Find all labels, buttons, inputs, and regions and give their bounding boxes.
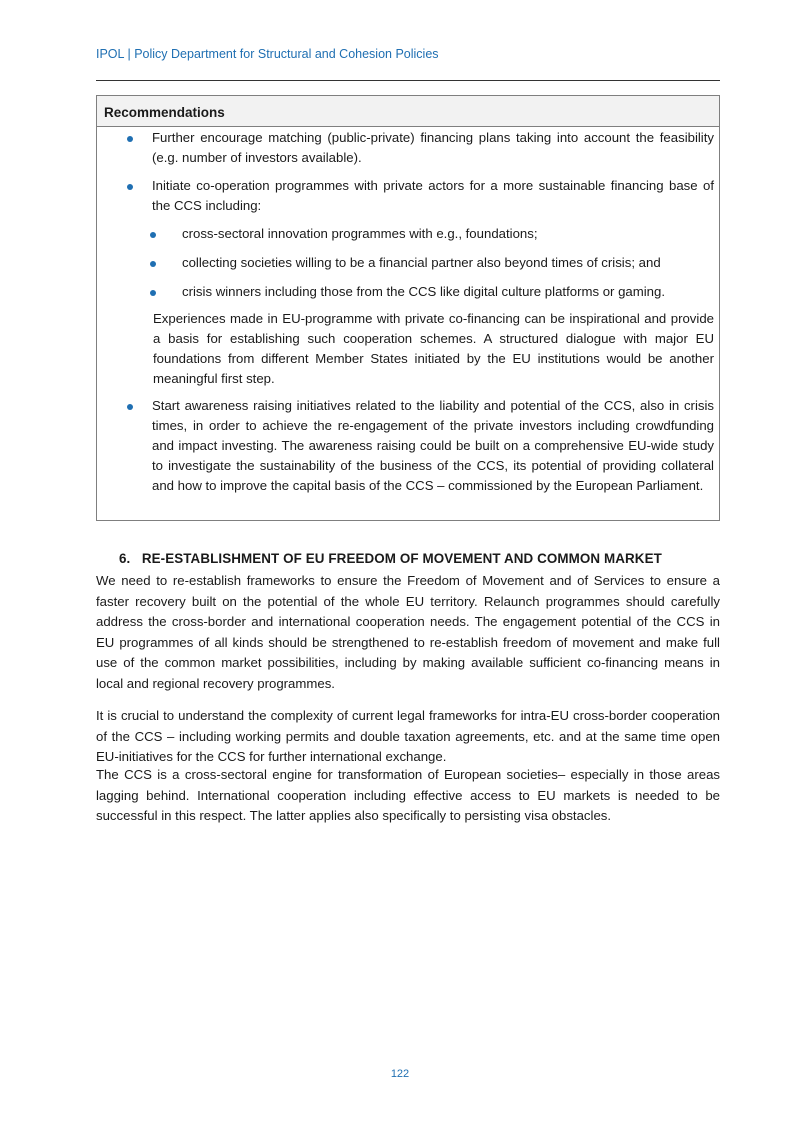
body-paragraph: The CCS is a cross-sectoral engine for transformation of European societies– especially in those areas lagging behind. International cooperation including effective access to EU markets is needed to be successful in this respect. The latter applies also specifically to persisting visa obstacles. (96, 767, 720, 823)
list-item: Further encourage matching (public-private) financing plans taking into account the feasibility (e.g. number of investors available). (152, 130, 714, 165)
list-item: Start awareness raising initiatives related to the liability and potential of the CCS, also in crisis times, in order to achieve the re-engagement of the private investors including crowdfunding and impact investing. The awareness raising could be built on a comprehensive EU-wide study to investigate the sustainability of the business of the CCS, its potential of providing collateral and how to improve the capital basis of the CCS – commissioned by the European Parliament. (152, 398, 714, 493)
bullet-icon (127, 404, 133, 410)
bullet-icon (150, 261, 156, 267)
list-item: Initiate co-operation programmes with private actors for a more sustainable financing base of the CCS including: (152, 178, 714, 213)
body-paragraph: It is crucial to understand the complexity of current legal frameworks for intra-EU cross-border cooperation of the CCS – including working permits and double taxation agreements, etc. and at the same time open EU-initiatives for the CCS for further international exchange. (96, 708, 720, 764)
body-paragraph: We need to re-establish frameworks to ensure the Freedom of Movement and of Services to ensure a faster recovery built on the potential of the whole EU territory. Relaunch programmes should carefully address the cross-border and international cooperation needs. The engagement potential of the CCS in EU programmes of all kinds should be strengthened to re-establish freedom of movement and make full use of the common market possibilities, including by making available sufficient co-financing means in local and regional recovery programmes. (96, 573, 720, 691)
sub-list-item: collecting societies willing to be a financial partner also beyond times of crisis; and (182, 255, 661, 270)
header-divider (96, 80, 720, 81)
section-title-text: RE-ESTABLISHMENT OF EU FREEDOM OF MOVEMENT AND COMMON MARKET (141, 551, 662, 566)
sub-list-item: cross-sectoral innovation programmes with e.g., foundations; (182, 226, 538, 241)
sub-list-item: crisis winners including those from the CCS like digital culture platforms or gaming. (182, 284, 666, 299)
bullet-icon (150, 290, 156, 296)
bullet-icon (127, 136, 133, 142)
section-number: 6. (119, 551, 131, 566)
bullet-icon (127, 184, 133, 190)
recommendations-title: Recommendations (97, 96, 719, 127)
running-header: IPOL | Policy Department for Structural and Cohesion Policies (96, 47, 439, 61)
recommendations-box (96, 95, 720, 521)
page-number: 122 (390, 1068, 410, 1080)
section-heading (119, 551, 719, 566)
recommendations-note: Experiences made in EU-programme with private co-financing can be inspirational and provide a basis for establishing such cooperation schemes. A structured dialogue with major EU foundations from different Member States initiated by the EU institutions would be another meaningful first step. (153, 311, 714, 386)
bullet-icon (150, 232, 156, 238)
